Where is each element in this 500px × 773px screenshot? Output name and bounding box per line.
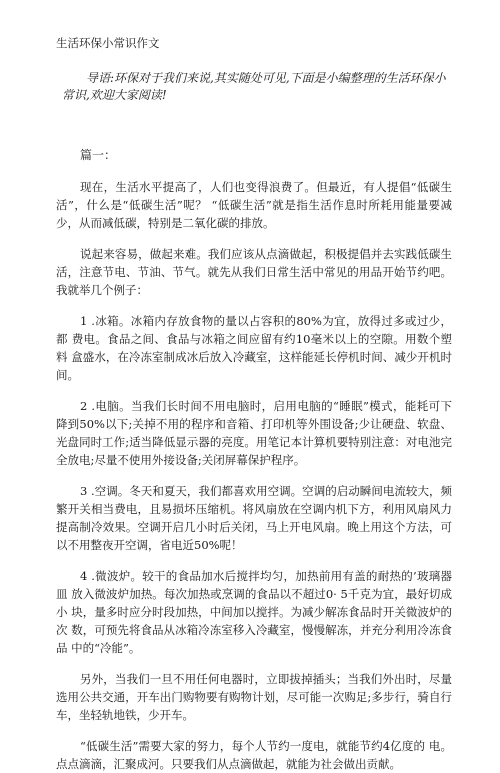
paragraph-microwave: 4 .微波炉。较干的食品加水后搅拌均匀，加热前用有盖的耐热的’玻璃器皿 放入微波炉加热。每次加热或烹调的食品以不超过0· 5千克为宜，最好切成小 块，量多时应分时段加热，中间加以搅拌。为减少解冻食品时开关微波炉的次 数，可预先将食品从冰箱冷冻室移入冷藏室，慢慢解冻，并充分利用冷冻食品 中的“冷能”。: [56, 569, 452, 655]
guide-intro: 导语:环保对于我们来说,其实随处可见,下面是小编整理的生活环保小 常识,欢迎大家阅读!: [62, 71, 446, 102]
section-label: 篇一：: [80, 148, 117, 162]
paragraph-fridge: 1 .冰箱。冰箱内存放食物的量以占容积的80%为宜，放得过多或过少，都 费电。食品之间、食品与冰箱之间应留有约10毫米以上的空隙。用数个塑料 盒盛水，在冷冻室制成冰后放入冷藏室，这样能延长停机时间、减少开机时 间。: [56, 314, 452, 382]
paragraph-intro: 现在，生活水平提高了，人们也变得浪费了。但最近，有人提倡“低碳生活”，什么是“低碳生活”呢？ “低碳生活”就是指生活作息时所耗用能量要减少，从而减低碳，特别是二氧化碳的排放。: [56, 180, 452, 230]
paragraph-practice: 说起来容易，做起来难。我们应该从点滴做起，积极提倡并去实践低碳生 活，注意节电、节油、节气。就先从我们日常生活中常见的用品开始节约吧。 我就举几个例子：: [56, 247, 452, 297]
document-title: 生活环保小常识作文: [56, 36, 160, 50]
paragraph-computer: 2 .电脑。当我们长时间不用电脑时，启用电脑的“睡眠”模式，能耗可下 降到50%以下;关掉不用的程序和音箱、打印机等外围设备;少让硬盘、软盘、 光盘同时工作;适当降低显示器的亮度。用笔记本计算机要特别注意：对电池完 全放电;尽量不使用外接设备;关闭屏幕保护程序。: [56, 399, 452, 467]
paragraph-other: 另外，当我们一旦不用任何电器时，立即拔掉插头；当我们外出时，尽量选用公共交通，开车出门购物要有购物计划，尽可能一次购足;多步行，骑自行 车，坐轻轨地铁，少开车。: [56, 672, 452, 722]
paragraph-conclusion: “低碳生活”需要大家的努力，每个人节约一度电，就能节约4亿度的 电。点点滴滴，汇聚成河。只要我们从点滴做起，就能为社会做出贡献。: [56, 739, 452, 771]
paragraph-air-conditioner: 3 .空调。冬天和夏天，我们都喜欢用空调。空调的启动瞬间电流较大，频 繁开关相当费电，且易损坏压缩机。将风扇放在空调内机下方，利用风扇风力 提高制冷效果。空调开启几小时后关闭，马上开电风扇。晚上用这个方法，可 以不用整夜开空调，省电近50%呢！: [56, 484, 452, 552]
